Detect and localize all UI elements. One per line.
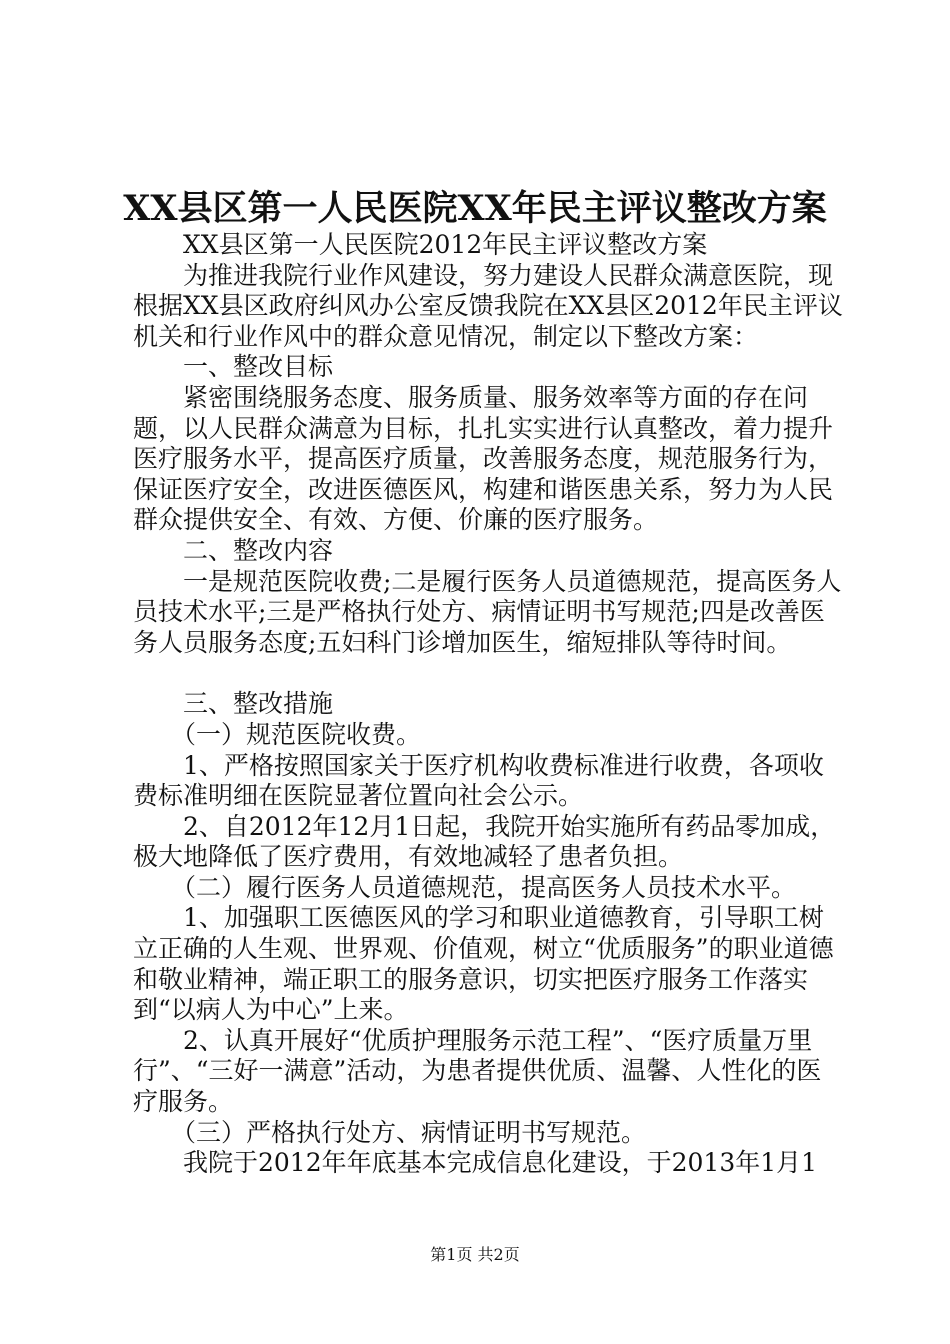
paragraph-ethics-1: 1、加强职工医德医风的学习和职业道德教育，引导职工树立正确的人生观、世界观、价值观，树立“优质服务”的职业道德和敬业精神，端正职工的服务意识，切实把医疗服务工作落实到“以病人为中心”上来。 <box>133 903 834 1025</box>
paragraph-fees-1: 1、严格按照国家关于医疗机构收费标准进行收费，各项收费标准明细在医院显著位置向社会公示。 <box>133 750 824 811</box>
document-title: XX县区第一人民医院XX年民主评议整改方案 <box>123 188 827 229</box>
paragraph-fees-2: 2、自2012年12月1日起，我院开始实施所有药品零加成，极大地降低了医疗费用，有效地减轻了患者负担。 <box>133 811 836 872</box>
subheading-fees: （一）规范医院收费。 <box>171 719 422 749</box>
paragraph-subtitle: XX县区第一人民医院2012年民主评议整改方案 <box>183 230 708 259</box>
document-body <box>133 230 845 1179</box>
subheading-ethics: （二）履行医务人员道德规范，提高医务人员技术水平。 <box>171 872 797 902</box>
paragraph-goals: 紧密围绕服务态度、服务质量、服务效率等方面的存在问题，以人民群众满意为目标，扎扎实实进行认真整改，着力提升医疗服务水平，提高医疗质量，改善服务态度，规范服务行为，保证医疗安全，改进医德医风，构建和谐医患关系，努力为人民群众提供安全、有效、方便、价廉的医疗服务。 <box>133 382 834 535</box>
paragraph-intro: 为推进我院行业作风建设，努力建设人民群众满意医院，现根据XX县区政府纠风办公室反馈我院在XX县区2012年民主评议机关和行业作风中的群众意见情况，制定以下整改方案： <box>133 260 843 351</box>
heading-measures: 三、整改措施 <box>183 689 334 719</box>
blank-line <box>133 658 845 689</box>
paragraph-ethics-2: 2、认真开展好“优质护理服务示范工程”、“医疗质量万里行”、“三好一满意”活动，为患者提供优质、温馨、人性化的医疗服务。 <box>133 1025 822 1117</box>
subheading-prescriptions: （三）严格执行处方、病情证明书写规范。 <box>171 1117 647 1147</box>
paragraph-prescriptions: 我院于2012年年底基本完成信息化建设，于2013年1月1 <box>183 1148 818 1178</box>
paragraph-content: 一是规范医院收费;二是履行医务人员道德规范，提高医务人员技术水平;三是严格执行处方、病情证明书写规范;四是改善医务人员服务态度;五妇科门诊增加医生，缩短排队等待时间。 <box>133 566 842 657</box>
heading-goals: 一、整改目标 <box>183 352 334 382</box>
page-footer: 第1页 共2页 <box>430 1245 520 1264</box>
heading-content: 二、整改内容 <box>183 535 334 565</box>
